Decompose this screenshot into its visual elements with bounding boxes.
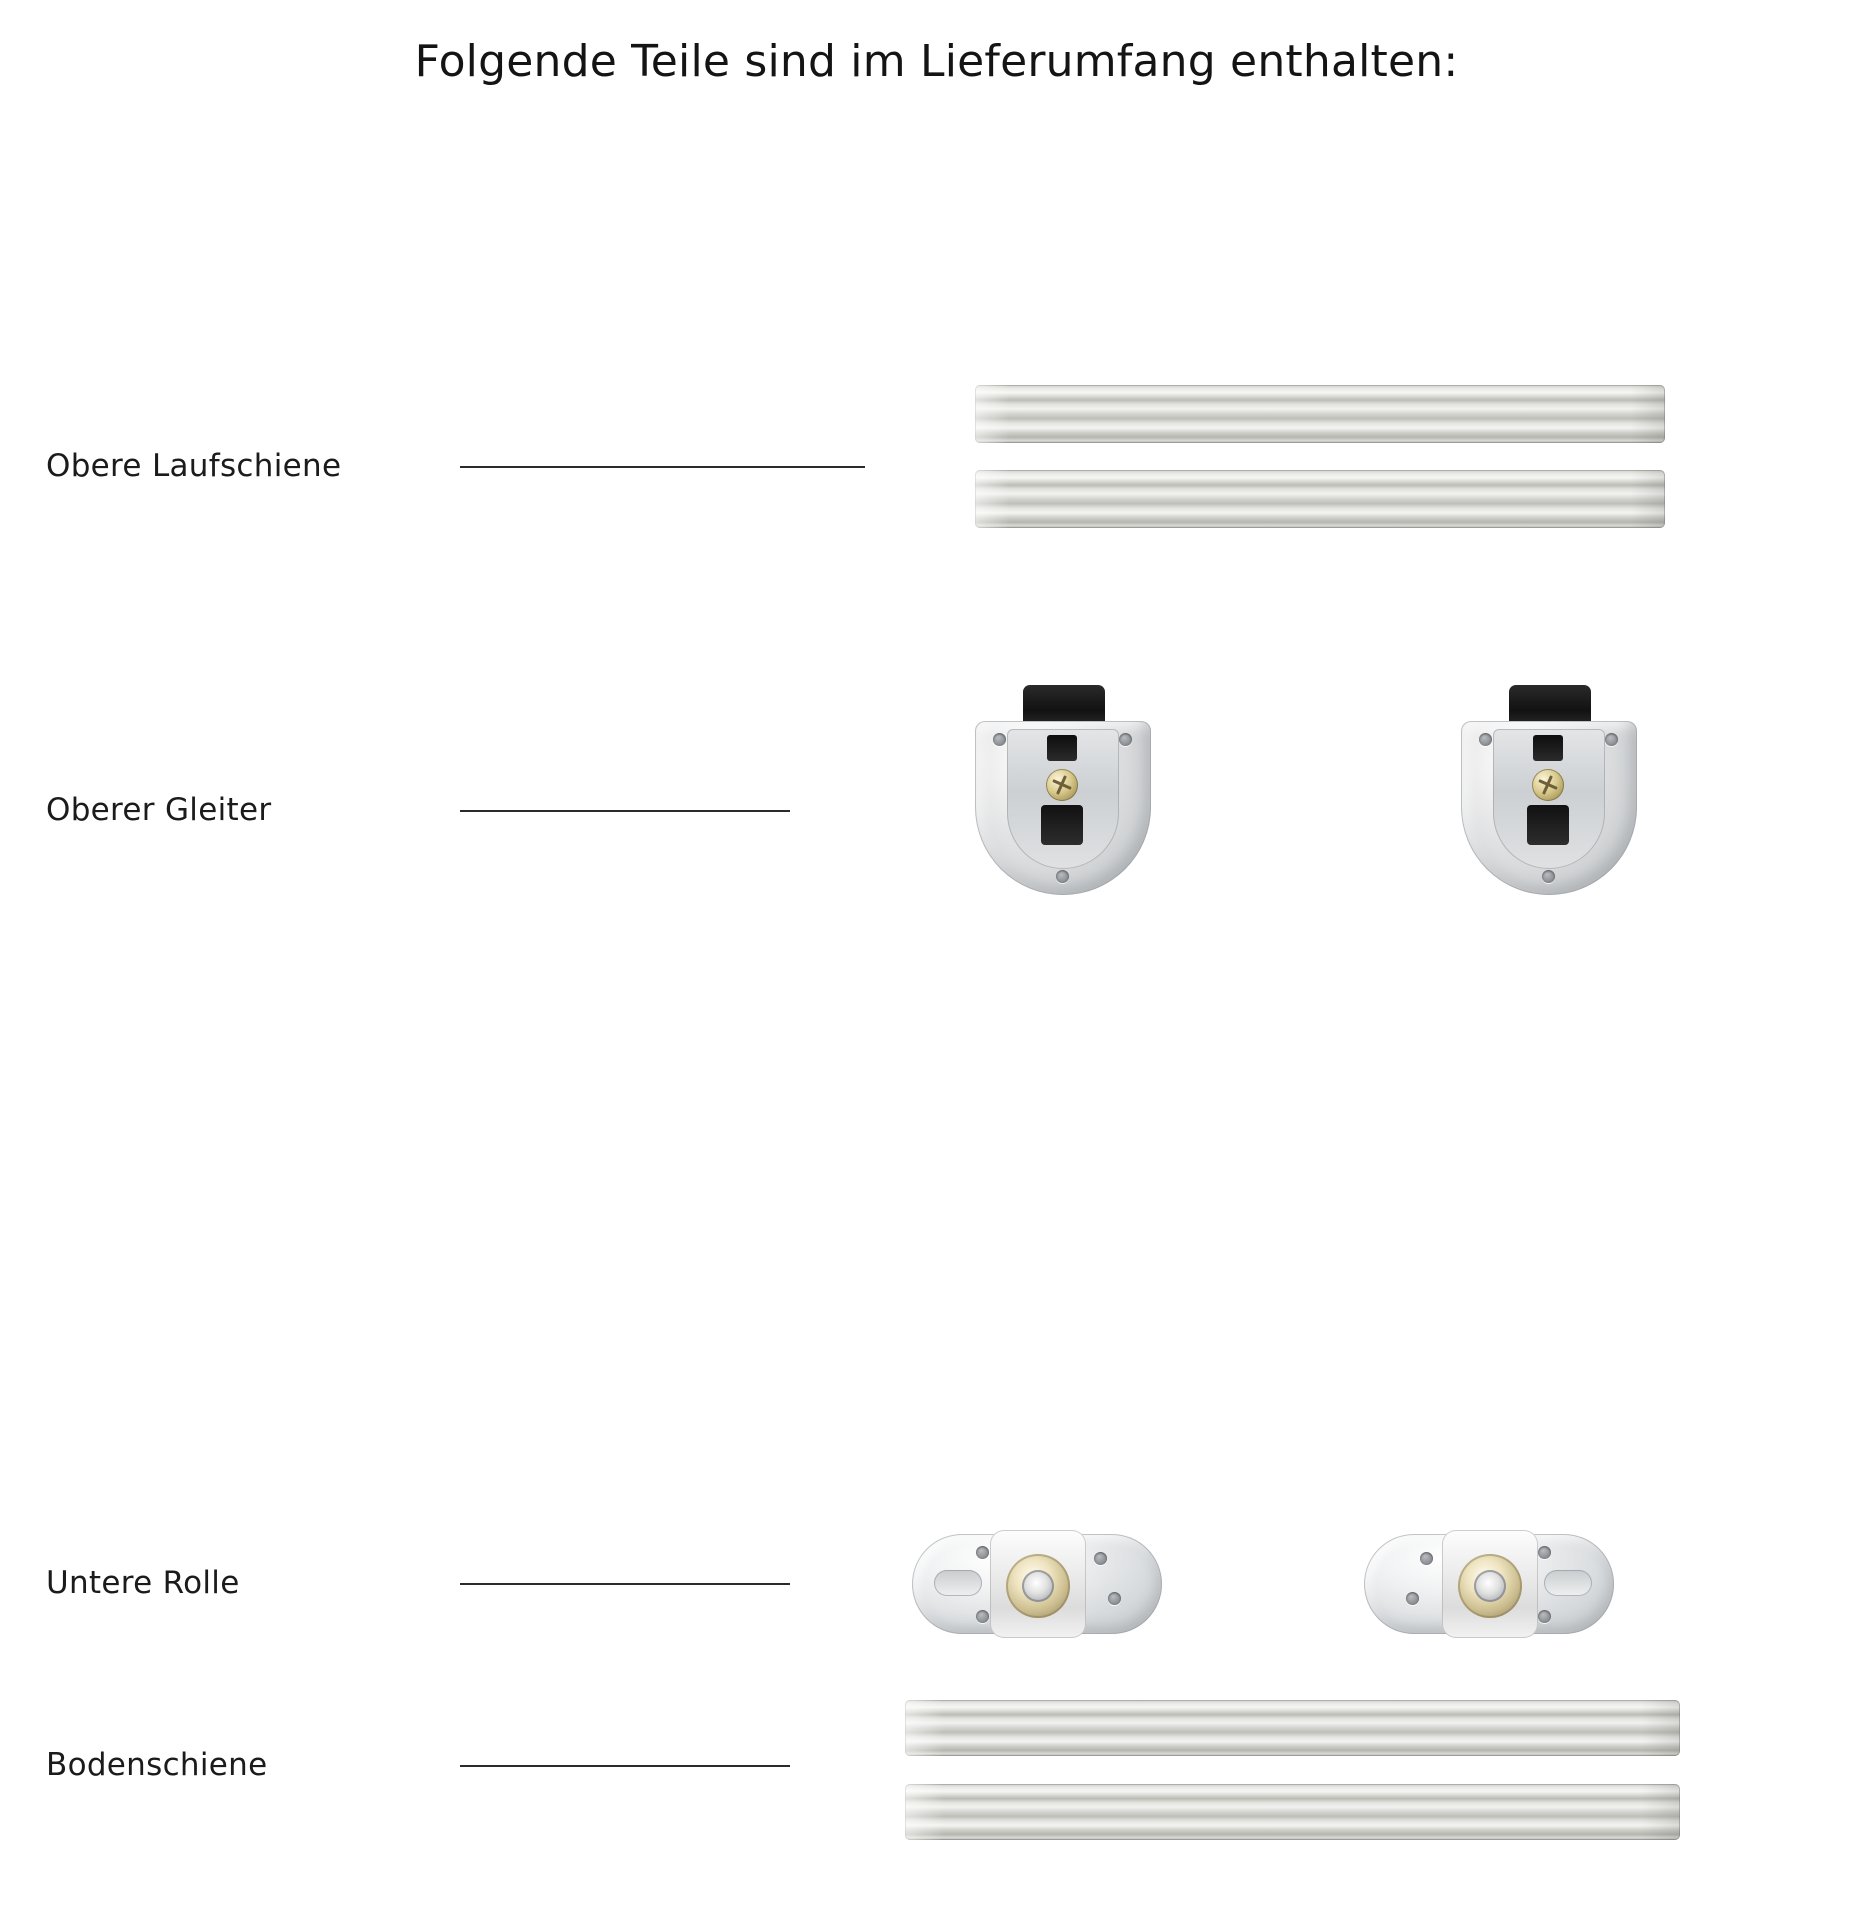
leader-line-bodenschiene (460, 1765, 790, 1767)
artwork-obere-laufschiene (975, 385, 1665, 550)
roller-mounting-hole (1538, 1546, 1551, 1559)
bottom-roller-1 (912, 1530, 1162, 1638)
glider-mounting-hole (1119, 733, 1132, 746)
glider-screw-icon (1046, 769, 1078, 801)
glider-upper-slot (1047, 735, 1077, 761)
leader-line-obere-laufschiene (460, 466, 865, 468)
glider-mounting-hole (1056, 870, 1069, 883)
page-title: Folgende Teile sind im Lieferumfang enthalten: (414, 36, 1459, 87)
leader-line-oberer-gleiter (460, 810, 790, 812)
glider-screw-icon (1532, 769, 1564, 801)
roller-mounting-hole (1094, 1552, 1107, 1565)
top-rail-profile-2 (975, 470, 1665, 528)
roller-mounting-hole (1406, 1592, 1419, 1605)
roller-bearing-icon (1022, 1570, 1054, 1602)
part-label-untere-rolle: Untere Rolle (46, 1565, 240, 1601)
glider-lower-slot (1041, 805, 1083, 845)
artwork-bodenschiene (905, 1700, 1680, 1890)
roller-mounting-hole (976, 1546, 989, 1559)
roller-mounting-hole (976, 1610, 989, 1623)
glider-mounting-hole (1605, 733, 1618, 746)
glider-mounting-hole (993, 733, 1006, 746)
part-label-obere-laufschiene: Obere Laufschiene (46, 448, 342, 484)
artwork-oberer-gleiter (975, 685, 1675, 915)
roller-mounting-hole (1420, 1552, 1433, 1565)
glider-mounting-hole (1479, 733, 1492, 746)
part-label-oberer-gleiter: Oberer Gleiter (46, 792, 272, 828)
roller-mounting-hole (1108, 1592, 1121, 1605)
part-label-bodenschiene: Bodenschiene (46, 1747, 268, 1783)
roller-bearing-icon (1474, 1570, 1506, 1602)
bottom-roller-2 (1364, 1530, 1614, 1638)
roller-adjustment-slot (1544, 1570, 1592, 1596)
glider-lower-slot (1527, 805, 1569, 845)
roller-mounting-hole (1538, 1610, 1551, 1623)
leader-line-untere-rolle (460, 1583, 790, 1585)
artwork-untere-rolle (912, 1530, 1652, 1645)
glider-upper-slot (1533, 735, 1563, 761)
glider-mounting-hole (1542, 870, 1555, 883)
roller-adjustment-slot (934, 1570, 982, 1596)
top-glider-2 (1461, 685, 1637, 895)
top-glider-1 (975, 685, 1151, 895)
floor-rail-profile-2 (905, 1784, 1680, 1840)
floor-rail-profile-1 (905, 1700, 1680, 1756)
top-rail-profile-1 (975, 385, 1665, 443)
